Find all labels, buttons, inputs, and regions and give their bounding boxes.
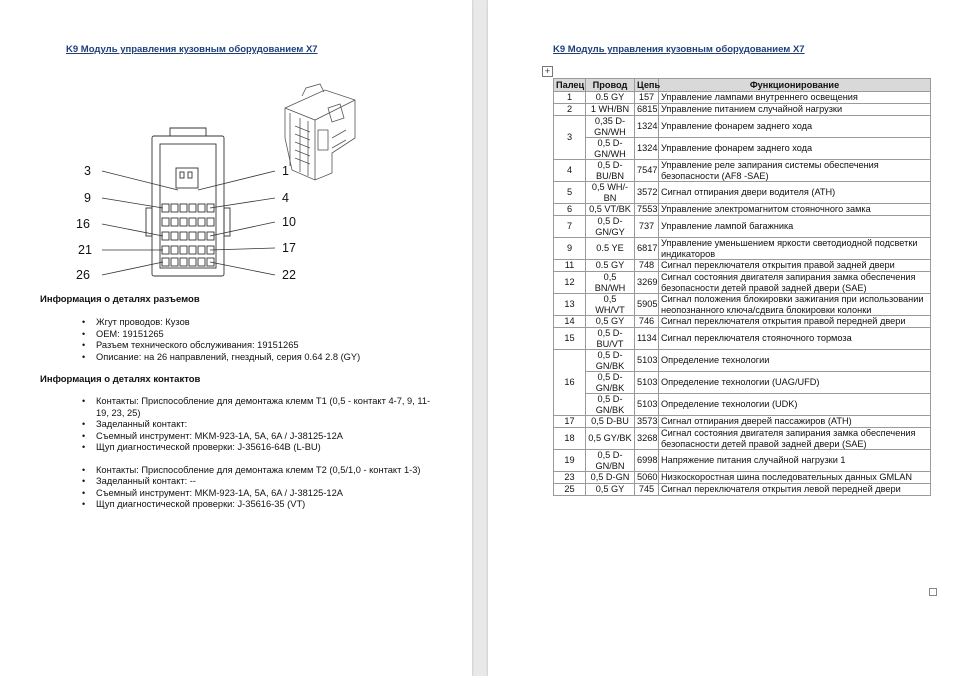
cell-wire: 0,5 D-GN/WH [586,138,635,160]
pin-label-22: 22 [282,268,296,282]
cell-pin: 19 [554,450,586,472]
table-row [554,350,931,372]
table-row [554,394,931,416]
cell-function: Определение технологии [659,350,931,372]
cell-pin: 4 [554,160,586,182]
cell-circuit: 7547 [635,160,659,182]
cell-function: Управление уменьшением яркости светодиодной подсветки индикаторов [659,238,931,260]
cell-function: Управление фонарем заднего хода [659,138,931,160]
table-row [554,272,931,294]
table-row [554,472,931,484]
cell-function: Сигнал положения блокировки зажигания при использовании неопознанного ключа/сдвига блокировки колонки [659,294,931,316]
cell-function: Определение технологии (UAG/UFD) [659,372,931,394]
list-item: • Заделанный контакт: [80,419,435,431]
cell-wire: 0,5 D-BU/BN [586,160,635,182]
list-item: • Контакты: Приспособление для демонтажа клемм T1 (0,5 - контакт 4-7, 9, 11-19, 23, 25) [80,396,435,419]
cell-wire: 0,5 GY [586,484,635,496]
cell-wire: 0,5 WH/VT [586,294,635,316]
table-row [554,138,931,160]
cell-circuit: 745 [635,484,659,496]
list-item: • Съемный инструмент: MKM-923-1A, 5A, 6A / J-38125-12A [80,488,435,500]
table-row [554,260,931,272]
table-row [554,216,931,238]
cell-circuit: 6815 [635,104,659,116]
table-row [554,104,931,116]
cell-circuit: 748 [635,260,659,272]
column-header-pin: Палец [554,79,586,92]
cell-wire: 0,5 BN/WH [586,272,635,294]
cell-pin: 7 [554,216,586,238]
pin-label-17: 17 [282,241,296,255]
table-row [554,238,931,260]
connector-info-list [80,317,450,363]
cell-pin: 18 [554,428,586,450]
pin-label-4: 4 [282,191,289,205]
list-item: • Заделанный контакт: -- [80,476,435,488]
list-item: • Щуп диагностической проверки: J-35616-64B (L-BU) [80,442,435,454]
cell-wire: 0.5 YE [586,238,635,260]
cell-pin: 6 [554,204,586,216]
cell-wire: 0,5 D-GN/BK [586,394,635,416]
cavity-grid [162,204,214,266]
list-item: • Описание: на 26 направлений, гнездный, серия 0.64 2.8 (GY) [80,352,450,364]
cell-pin: 17 [554,416,586,428]
cell-pin: 15 [554,328,586,350]
cell-pin: 11 [554,260,586,272]
cell-function: Напряжение питания случайной нагрузки 1 [659,450,931,472]
pin-label-10: 10 [282,215,296,229]
pin-function-table [553,78,931,496]
cell-circuit: 3268 [635,428,659,450]
connector-3d-view [285,84,355,180]
pin-leader-lines [102,171,275,275]
document-page-left [0,0,472,676]
cell-circuit: 737 [635,216,659,238]
cell-wire: 0,5 WH/-BN [586,182,635,204]
cell-function: Сигнал состояния двигателя запирания замка обеспечения безопасности детей правой задней двери (SAE) [659,428,931,450]
cell-wire: 1 WH/BN [586,104,635,116]
table-resize-handle[interactable] [929,588,937,596]
connector-info-heading: Информация о деталях разъемов [40,294,200,305]
cell-circuit: 6998 [635,450,659,472]
cell-circuit: 1324 [635,116,659,138]
cell-function: Управление электромагнитом стояночного замка [659,204,931,216]
cell-circuit: 3269 [635,272,659,294]
cell-function: Определение технологии (UDK) [659,394,931,416]
cell-circuit: 5905 [635,294,659,316]
contact-info-heading: Информация о деталях контактов [40,374,201,385]
list-item: • Жгут проводов: Кузов [80,317,450,329]
cell-pin: 23 [554,472,586,484]
table-row [554,316,931,328]
document-page-right [488,0,960,676]
connector-front-view [146,128,230,276]
cell-circuit: 3572 [635,182,659,204]
list-item: • Съемный инструмент: MKM-923-1A, 5A, 6A / J-38125-12A [80,431,435,443]
cell-pin: 1 [554,92,586,104]
cell-function: Сигнал переключателя открытия правой задней двери [659,260,931,272]
pin-label-21: 21 [78,243,92,257]
table-row [554,328,931,350]
cell-wire: 0,5 D-BU [586,416,635,428]
pin-label-3: 3 [84,164,91,178]
table-row [554,204,931,216]
table-row [554,92,931,104]
table-row [554,416,931,428]
cell-function: Сигнал отпирания двери водителя (ATH) [659,182,931,204]
list-item: • Контакты: Приспособление для демонтажа клемм T2 (0,5/1,0 - контакт 1-3) [80,465,435,477]
page-title: K9 Модуль управления кузовным оборудованием X7 [66,44,318,55]
cell-wire: 0.5 GY [586,92,635,104]
cell-circuit: 5103 [635,394,659,416]
cell-pin: 16 [554,350,586,416]
cell-wire: 0,5 GY/BK [586,428,635,450]
cell-pin: 9 [554,238,586,260]
list-item: • Щуп диагностической проверки: J-35616-35 (VT) [80,499,435,511]
cell-circuit: 3573 [635,416,659,428]
cell-circuit: 6817 [635,238,659,260]
cell-wire: 0,5 D-GN/BN [586,450,635,472]
cell-circuit: 5060 [635,472,659,484]
cell-pin: 25 [554,484,586,496]
cell-function: Сигнал переключателя открытия правой передней двери [659,316,931,328]
cell-circuit: 1134 [635,328,659,350]
column-header-function: Функционирование [659,79,931,92]
cell-pin: 3 [554,116,586,160]
cell-pin: 12 [554,272,586,294]
cell-wire: 0,5 D-GN [586,472,635,484]
list-item: • Разъем технического обслуживания: 19151265 [80,340,450,352]
cell-wire: 0.5 GY [586,260,635,272]
cell-function: Управление фонарем заднего хода [659,116,931,138]
pin-label-16: 16 [76,217,90,231]
column-header-circuit: Цепь [635,79,659,92]
pin-label-26: 26 [76,268,90,282]
table-header-row [554,79,931,92]
cell-wire: 0,5 GY [586,316,635,328]
cell-circuit: 5103 [635,350,659,372]
contact-info-list [80,396,435,511]
cell-pin: 14 [554,316,586,328]
cell-function: Управление реле запирания системы обеспечения безопасности (AF8 -SAE) [659,160,931,182]
cell-wire: 0,5 VT/BK [586,204,635,216]
cell-function: Управление питанием случайной нагрузки [659,104,931,116]
cell-function: Низкоскоростная шина последовательных данных GMLAN [659,472,931,484]
page-title: K9 Модуль управления кузовным оборудованием X7 [553,44,805,55]
cell-pin: 13 [554,294,586,316]
cell-function: Управление лампами внутреннего освещения [659,92,931,104]
move-cross-icon[interactable]: + [542,66,553,77]
cell-pin: 5 [554,182,586,204]
cell-wire: 0,5 D-GN/GY [586,216,635,238]
table-row [554,182,931,204]
cell-pin: 2 [554,104,586,116]
table-row [554,160,931,182]
table-row [554,372,931,394]
table-row [554,428,931,450]
cell-circuit: 157 [635,92,659,104]
cell-wire: 0,5 D-GN/BK [586,372,635,394]
cell-circuit: 5103 [635,372,659,394]
table-row [554,294,931,316]
pin-label-9: 9 [84,191,91,205]
table-row [554,116,931,138]
cell-function: Сигнал переключателя открытия левой передней двери [659,484,931,496]
cell-wire: 0,35 D-GN/WH [586,116,635,138]
cell-wire: 0,5 D-GN/BK [586,350,635,372]
table-row [554,484,931,496]
cell-function: Сигнал состояния двигателя запирания замка обеспечения безопасности детей правой задней двери (SAE) [659,272,931,294]
cell-function: Сигнал переключателя стояночного тормоза [659,328,931,350]
table-row [554,450,931,472]
cell-function: Сигнал отпирания дверей пассажиров (ATH) [659,416,931,428]
cell-circuit: 7553 [635,204,659,216]
cell-function: Управление лампой багажника [659,216,931,238]
cell-wire: 0,5 D-BU/VT [586,328,635,350]
cell-circuit: 746 [635,316,659,328]
table-body [554,92,931,496]
column-header-wire: Провод [586,79,635,92]
cell-circuit: 1324 [635,138,659,160]
list-item: • OEM: 19151265 [80,329,450,341]
connector-diagram [70,78,370,293]
pin-label-1: 1 [282,164,289,178]
